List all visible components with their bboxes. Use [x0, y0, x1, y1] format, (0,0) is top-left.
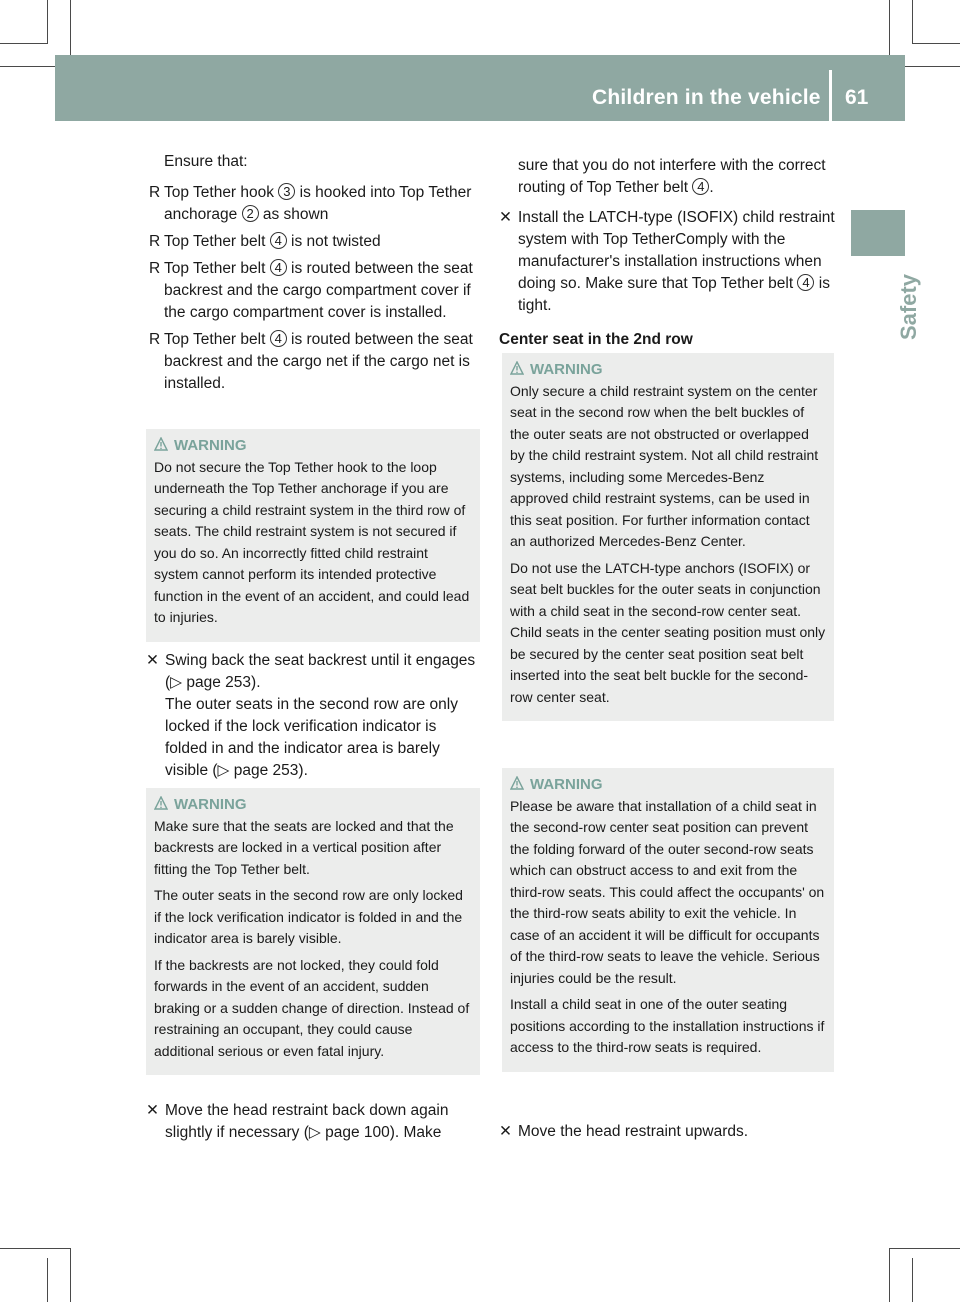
step-text: Move the head restraint upwards. [518, 1123, 749, 1140]
intro-text: Ensure that: [164, 153, 248, 170]
warning-text: Do not secure the Top Tether hook to the loop underneath the Top Tether anchorage if you are securing a child restraint system in the third row of seats. The child restraint system is not secured if you do so. An incorrectly fitted child restraint system cannot perform its intended protective function in the event of an accident, and could lead to injuries. [154, 458, 470, 625]
page-title: Children in the vehicle [592, 86, 821, 109]
right-column: sure that you do not interfere with the correct routing of Top Tether belt 4 . ✕ Install the LATCH-type (ISOFIX) child restraint system with Top TetherComply with the manufacturer's installation instructions when doing so. Make sure that Top Tether belt 4 is tight. Center seat in the 2nd row [499, 155, 835, 351]
step-marker-icon: ✕ [146, 1102, 159, 1119]
item-number-icon: 2 [242, 205, 259, 222]
crop-mark [889, 1248, 960, 1249]
bullet-item [146, 329, 482, 395]
bullet-marker-icon: R [149, 233, 161, 250]
crop-mark [0, 43, 47, 44]
warning-box-1 [146, 429, 480, 642]
section-label: Safety [896, 273, 921, 340]
item-number-icon: 4 [270, 259, 287, 276]
warning-heading: WARNING [530, 776, 603, 793]
warning-triangle-icon [154, 796, 168, 810]
warning-text: If the backrests are not locked, they could fold forwards in the event of an accident, sudden braking or a sudden change of direction. Instead of restraining an occupant, they could cause additional serious or even fatal injury. [154, 956, 470, 1059]
crop-mark [70, 1248, 71, 1302]
bullet-marker-icon: R [149, 184, 161, 201]
step-head-restraint [146, 1100, 482, 1144]
left-column [146, 151, 482, 400]
bullet-list [146, 182, 482, 395]
bullet-text: Top Tether belt [164, 331, 270, 348]
bullet-item [146, 182, 482, 226]
warning-text: Install a child seat in one of the outer seating positions according to the installation instructions if access to the third-row seats is required. [510, 996, 825, 1055]
bullet-text: is not twisted [286, 233, 381, 250]
section-tab [851, 210, 905, 256]
warning-box-2 [146, 788, 480, 1075]
bullet-text: Top Tether belt [164, 233, 270, 250]
crop-mark [0, 1248, 70, 1249]
warning-text: The outer seats in the second row are only locked if the lock verification indicator is folded in and the indicator area is barely visible. [154, 887, 463, 946]
step-marker-icon: ✕ [499, 209, 512, 226]
step-head-restraint-up [499, 1121, 835, 1143]
bullet-text: Top Tether hook [164, 184, 279, 201]
continued-text: sure that you do not interfere with the correct routing of Top Tether belt [518, 157, 826, 196]
crop-mark [912, 0, 913, 44]
bullet-text: is routed between the seat backrest and the cargo compartment cover if the cargo compartment cover is installed. [164, 260, 473, 321]
item-number-icon: 4 [270, 330, 287, 347]
bullet-text: Top Tether belt [164, 260, 270, 277]
item-number-icon: 4 [270, 232, 287, 249]
warning-heading: WARNING [174, 437, 247, 454]
warning-triangle-icon [154, 437, 168, 451]
warning-triangle-icon [510, 776, 524, 790]
warning-box-3 [502, 353, 834, 721]
crop-mark [889, 1248, 890, 1302]
item-number-icon: 4 [692, 178, 709, 195]
bullet-text: is routed between the seat backrest and the cargo net if the cargo net is installed. [164, 331, 473, 392]
step-swing-back [146, 650, 482, 782]
step-note: The outer seats in the second row are only locked if the lock verification indicator is folded in and the indicator area is barely visible (▷ page 253). [165, 696, 458, 779]
step-text: Swing back the seat backrest until it engages (▷ page 253). [165, 652, 476, 691]
bullet-text: is hooked into Top Tether anchorage [164, 184, 472, 223]
section-heading: Center seat in the 2nd row [499, 331, 693, 348]
step-text: Move the head restraint back down again slightly if necessary (▷ page 100). Make [165, 1102, 449, 1141]
bullet-marker-icon: R [149, 260, 161, 277]
bullet-item [146, 258, 482, 324]
bullet-text: as shown [258, 206, 329, 223]
crop-mark [47, 0, 48, 44]
warning-text: Only secure a child restraint system on the center seat in the second row when the belt buckles of the outer seats are not obstructed or overlapped by the child restraint system. Not all child restraint systems, including some Mercedes-Benz approved child restraint systems, can be used in this seat position. For further information contact an authorized Mercedes-Benz Center. [510, 382, 819, 549]
warning-text: Do not use the LATCH-type anchors (ISOFIX) or seat belt buckles for the outer seats in conjunction with a child seat in the second-row center seat. Child seats in the center seating position must only be secured by the center seat position seat belt inserted into the seat belt buckle for the second-row center seat. [510, 559, 826, 705]
step-marker-icon: ✕ [499, 1123, 512, 1140]
warning-text: Make sure that the seats are locked and that the backrests are locked in a vertical position after fitting the Top Tether belt. [154, 817, 454, 877]
warning-text: Please be aware that installation of a child seat in the second-row center seat position can prevent the folding forward of the outer second-row seats which can obstruct access to and exit from the third-row seats. This could affect the occupants' on the third-row seats ability to exit the vehicle. In case of an accident it will be difficult for occupants of the third-row seats to leave the vehicle. Serious injuries could be the result. [510, 797, 825, 986]
warning-triangle-icon [510, 361, 524, 375]
warning-heading: WARNING [530, 361, 603, 378]
warning-box-4 [502, 768, 834, 1072]
step-marker-icon: ✕ [146, 652, 159, 669]
step-text: Install the LATCH-type (ISOFIX) child restraint system with Top TetherComply with the manufacturer's installation instructions when doing so. Make sure that Top Tether belt [518, 209, 835, 292]
item-number-icon: 4 [797, 274, 814, 291]
crop-mark [912, 1258, 913, 1302]
bullet-item [146, 231, 482, 253]
item-number-icon: 3 [278, 183, 295, 200]
header-divider [829, 70, 832, 121]
crop-mark [47, 1258, 48, 1302]
warning-heading: WARNING [174, 796, 247, 813]
page-number: 61 [845, 86, 869, 109]
crop-mark [912, 43, 960, 44]
bullet-marker-icon: R [149, 331, 161, 348]
